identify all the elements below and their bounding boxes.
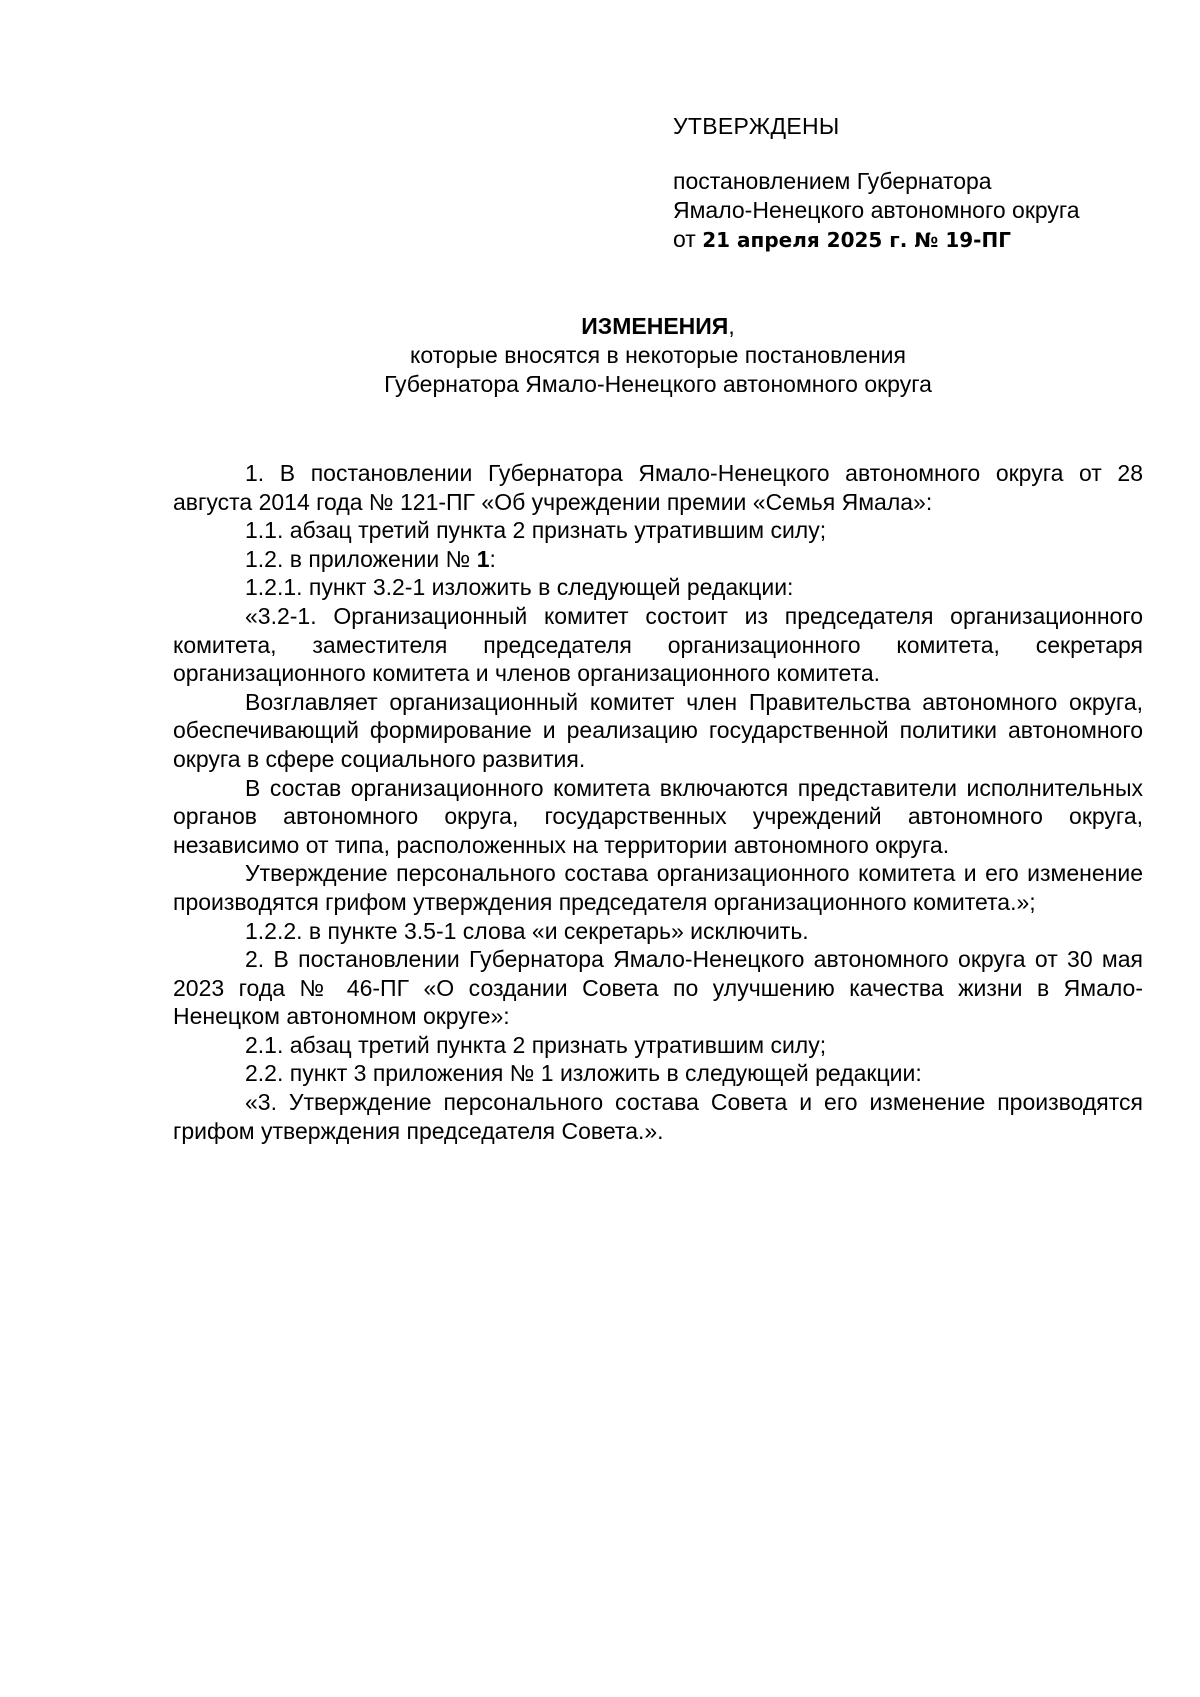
approval-block xyxy=(673,112,1080,255)
paragraph-2-1: 2.1. абзац третий пункта 2 признать утратившим силу; xyxy=(245,1031,827,1058)
paragraph-1-2-prefix: 1.2. в приложении № xyxy=(245,545,477,572)
quote-paragraph-3: В состав организационного комитета включаются представители исполнительных органов автономного округа, государственных учреждений автономного округа, независимо от типа, расположенных на территории автономного округа. xyxy=(173,774,1143,858)
paragraph-1-2 xyxy=(173,545,1143,574)
heading-title-suffix: , xyxy=(728,313,735,339)
heading-title: ИЗМЕНЕНИЯ xyxy=(581,313,729,339)
approval-stamp: УТВЕРЖДЕНЫ xyxy=(673,113,840,139)
paragraph-2-2: 2.2. пункт 3 приложения № 1 изложить в следующей редакции: xyxy=(245,1060,922,1087)
quote-paragraph-4: Утверждение персонального состава организационного комитета и его изменение производятся грифом утверждения председателя организационного комитета.»; xyxy=(173,860,1143,915)
heading-line-2: которые вносятся в некоторые постановления xyxy=(410,342,906,368)
approval-date-line xyxy=(673,225,1080,255)
heading-title-line xyxy=(173,312,1143,341)
document-body xyxy=(173,459,1143,1145)
heading-line-3: Губернатора Ямало-Ненецкого автономного округа xyxy=(384,371,932,397)
paragraph-2: 2. В постановлении Губернатора Ямало-Ненецкого автономного округа от 30 мая 2023 года № 46-ПГ «О создании Совета по улучшению качества жизни в Ямало-Ненецком автономном округе»: xyxy=(173,946,1143,1030)
paragraph-1: 1. В постановлении Губернатора Ямало-Ненецкого автономного округа от 28 августа 2014 года № 121-ПГ «Об учреждении премии «Семья Ямала»: xyxy=(173,460,1143,515)
quote-paragraph-2: Возглавляет организационный комитет член Правительства автономного округа, обеспечивающий формирование и реализацию государственной политики автономного округа в сфере социального развития. xyxy=(173,688,1143,772)
approval-line-2: Ямало-Ненецкого автономного округа xyxy=(673,197,1080,223)
quote-paragraph-5: «3. Утверждение персонального состава Совета и его изменение производятся грифом утверждения председателя Совета.». xyxy=(173,1089,1143,1144)
paragraph-1-2-1: 1.2.1. пункт 3.2-1 изложить в следующей редакции: xyxy=(245,574,794,601)
paragraph-1-2-number: 1 xyxy=(476,545,490,572)
paragraph-1-1: 1.1. абзац третий пункта 2 признать утратившим силу; xyxy=(245,517,827,544)
approval-date-number: 21 апреля 2025 г. № 19-ПГ xyxy=(702,228,1011,252)
document-heading xyxy=(173,312,1143,399)
approval-line-1: постановлением Губернатора xyxy=(673,168,992,194)
approval-date-prefix: от xyxy=(673,226,696,252)
quote-paragraph-1: «3.2-1. Организационный комитет состоит из председателя организационного комитета, заместителя председателя организационного комитета, секретаря организационного комитета и членов организационного комитета. xyxy=(173,602,1143,687)
paragraph-1-2-suffix: : xyxy=(489,545,496,572)
paragraph-1-2-2: 1.2.2. в пункте 3.5-1 слова «и секретарь» исключить. xyxy=(245,917,809,944)
